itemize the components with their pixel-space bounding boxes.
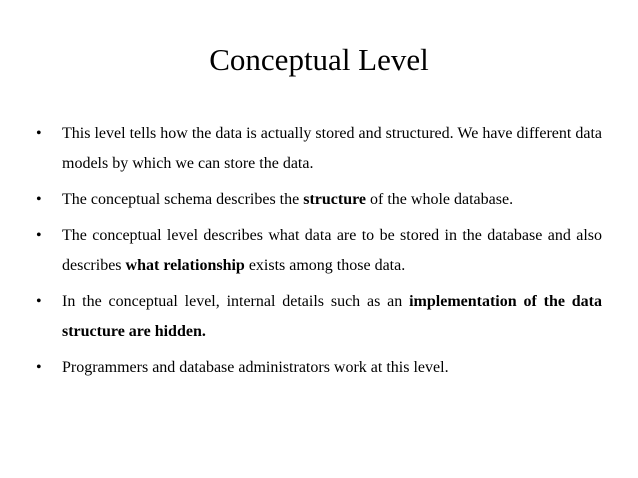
bullet-item [36,287,602,347]
bullet-text-bold: implementation of the data structure are hidden. [62,293,603,340]
bullet-dot-icon: • [36,125,42,142]
bullet-dot-icon: • [36,227,42,244]
bullet-dot-icon: • [36,191,42,208]
bullet-item [36,185,602,215]
bullet-text: of the whole database. [366,191,514,208]
slide-title: Conceptual Level [209,42,429,77]
bullet-item [36,353,602,383]
bullet-text: Programmers and database administrators work at this level. [62,359,449,376]
bullet-text: In the conceptual level, internal details such as an [62,293,410,310]
bullet-dot-icon: • [36,293,42,310]
bullet-text-bold: structure [303,191,367,208]
bullet-item [36,119,602,179]
bullet-item [36,221,602,281]
bullet-text: The conceptual level describes what data are to be stored in the database and also describes [62,227,602,274]
bullet-text: exists among those data. [244,257,406,274]
bullet-text: The conceptual schema describes the [62,191,304,208]
bullet-dot-icon: • [36,359,42,376]
bullet-list [36,119,602,389]
bullet-text: This level tells how the data is actually stored and structured. We have different data models by which we can store the data. [62,125,602,172]
bullet-text-bold: what relationship [125,257,245,274]
